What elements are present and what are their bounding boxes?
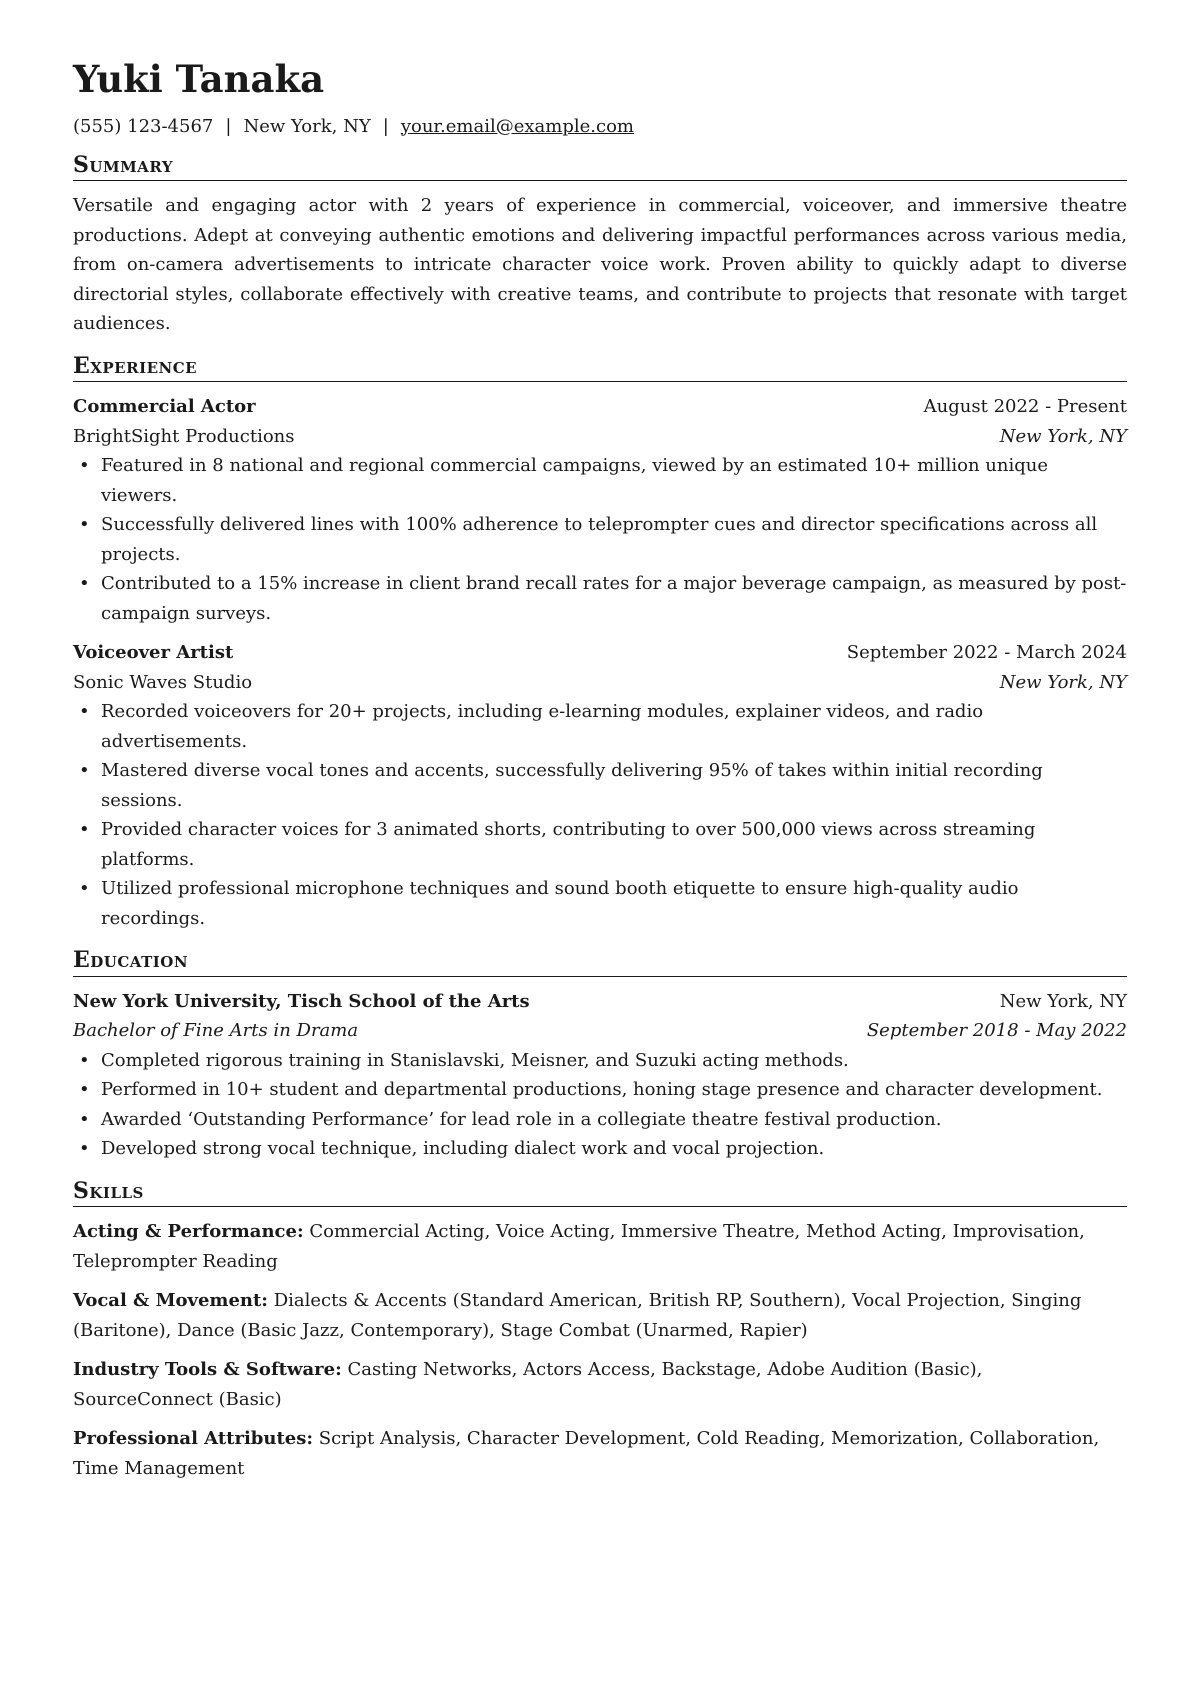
skill-group bbox=[73, 1424, 1127, 1483]
list-item bbox=[73, 756, 1127, 815]
bullet-list bbox=[73, 451, 1127, 628]
bullet-text: Contributed to a 15% increase in client brand recall rates for a major beverage campaign, as measured by post-campaign surveys. bbox=[101, 573, 1127, 624]
degree: Bachelor of Fine Arts in Drama bbox=[73, 1020, 359, 1042]
company-name: BrightSight Productions bbox=[73, 425, 295, 447]
bullet-text: Performed in 10+ student and departmental productions, honing stage presence and character development. bbox=[101, 1079, 1103, 1101]
separator: | bbox=[225, 115, 232, 137]
bullet-icon: • bbox=[79, 819, 90, 841]
list-item bbox=[73, 1046, 1127, 1076]
section-title-education: Education bbox=[73, 947, 1127, 976]
list-item bbox=[73, 569, 1127, 628]
bullet-icon: • bbox=[79, 1079, 90, 1101]
bullet-list bbox=[73, 1046, 1127, 1164]
section-title-experience: Experience bbox=[73, 353, 1127, 382]
location: New York, NY bbox=[243, 115, 371, 137]
separator: | bbox=[382, 115, 389, 137]
education-entry bbox=[73, 987, 1127, 1164]
experience-entry bbox=[73, 392, 1127, 628]
skill-label: Vocal & Movement: bbox=[73, 1290, 268, 1311]
skills-section bbox=[73, 1178, 1127, 1483]
bullet-text: Provided character voices for 3 animated shorts, contributing to over 500,000 views across streaming platforms. bbox=[101, 819, 1036, 870]
education-dates: September 2018 - May 2022 bbox=[866, 1020, 1127, 1042]
bullet-icon: • bbox=[79, 455, 90, 477]
skill-value: Script Analysis, Character Development, Cold Reading, Memorization, Collaboration, Time Management bbox=[73, 1428, 1100, 1479]
bullet-text: Utilized professional microphone techniques and sound booth etiquette to ensure high-quality audio recordings. bbox=[101, 878, 1019, 929]
section-title-summary: Summary bbox=[73, 152, 1127, 181]
bullet-text: Developed strong vocal technique, including dialect work and vocal projection. bbox=[101, 1138, 825, 1160]
bullet-text: Completed rigorous training in Stanislavski, Meisner, and Suzuki acting methods. bbox=[101, 1049, 849, 1071]
job-title: Commercial Actor bbox=[73, 396, 256, 418]
bullet-list bbox=[73, 697, 1127, 933]
list-item bbox=[73, 697, 1127, 756]
skill-label: Industry Tools & Software: bbox=[73, 1359, 342, 1380]
job-location: New York, NY bbox=[999, 671, 1127, 693]
bullet-icon: • bbox=[79, 573, 90, 595]
bullet-icon: • bbox=[79, 514, 90, 536]
skill-value: Casting Networks, Actors Access, Backstage, Adobe Audition (Basic), SourceConnect (Basic) bbox=[73, 1359, 983, 1410]
bullet-icon: • bbox=[79, 701, 90, 723]
email-link[interactable]: your.email@example.com bbox=[400, 115, 634, 137]
education-section bbox=[73, 947, 1127, 1163]
list-item bbox=[73, 1075, 1127, 1105]
company-name: Sonic Waves Studio bbox=[73, 671, 253, 693]
summary-section bbox=[73, 152, 1127, 339]
skill-group bbox=[73, 1217, 1127, 1276]
bullet-icon: • bbox=[79, 1049, 90, 1071]
skill-label: Acting & Performance: bbox=[73, 1221, 304, 1242]
bullet-icon: • bbox=[79, 760, 90, 782]
bullet-text: Featured in 8 national and regional commercial campaigns, viewed by an estimated 10+ million unique viewers. bbox=[101, 455, 1049, 506]
bullet-icon: • bbox=[79, 1108, 90, 1130]
school-location: New York, NY bbox=[999, 990, 1127, 1012]
school-name: New York University, Tisch School of the Arts bbox=[73, 990, 530, 1012]
skill-group bbox=[73, 1286, 1127, 1345]
list-item bbox=[73, 1134, 1127, 1164]
job-location: New York, NY bbox=[999, 425, 1127, 447]
list-item bbox=[73, 451, 1127, 510]
experience-entry bbox=[73, 638, 1127, 933]
bullet-text: Successfully delivered lines with 100% adherence to teleprompter cues and director specifications across all projects. bbox=[101, 514, 1098, 565]
job-dates: September 2022 - March 2024 bbox=[846, 642, 1127, 664]
job-dates: August 2022 - Present bbox=[923, 396, 1127, 418]
bullet-icon: • bbox=[79, 878, 90, 900]
skill-value: Commercial Acting, Voice Acting, Immersive Theatre, Method Acting, Improvisation, Teleprompter Reading bbox=[73, 1221, 1085, 1272]
list-item bbox=[73, 510, 1127, 569]
list-item bbox=[73, 1105, 1127, 1135]
contact-line bbox=[73, 115, 1127, 138]
job-title: Voiceover Artist bbox=[73, 642, 234, 664]
section-title-skills: Skills bbox=[73, 1178, 1127, 1207]
skill-value: Dialects & Accents (Standard American, British RP, Southern), Vocal Projection, Singing (Baritone), Dance (Basic Jazz, Contemporary), Stage Combat (Unarmed, Rapier) bbox=[73, 1290, 1082, 1341]
candidate-name: Yuki Tanaka bbox=[73, 57, 325, 101]
summary-text: Versatile and engaging actor with 2 years of experience in commercial, voiceover, and immersive theatre productions. Adept at conveying authentic emotions and delivering impactful performances across various media, from on-camera advertisements to intricate character voice work. Proven ability to quickly adapt to diverse directorial styles, collaborate effectively with creative teams, and contribute to projects that resonate with target audiences. bbox=[73, 195, 1127, 335]
experience-section bbox=[73, 353, 1127, 933]
skill-label: Professional Attributes: bbox=[73, 1428, 314, 1449]
bullet-text: Mastered diverse vocal tones and accents, successfully delivering 95% of takes within initial recording sessions. bbox=[101, 760, 1043, 811]
list-item bbox=[73, 874, 1127, 933]
skill-group bbox=[73, 1355, 1127, 1414]
list-item bbox=[73, 815, 1127, 874]
bullet-icon: • bbox=[79, 1138, 90, 1160]
phone-number: (555) 123-4567 bbox=[73, 115, 214, 137]
bullet-text: Awarded ‘Outstanding Performance’ for lead role in a collegiate theatre festival production. bbox=[101, 1108, 942, 1130]
bullet-text: Recorded voiceovers for 20+ projects, including e-learning modules, explainer videos, and radio advertisements. bbox=[101, 701, 984, 752]
